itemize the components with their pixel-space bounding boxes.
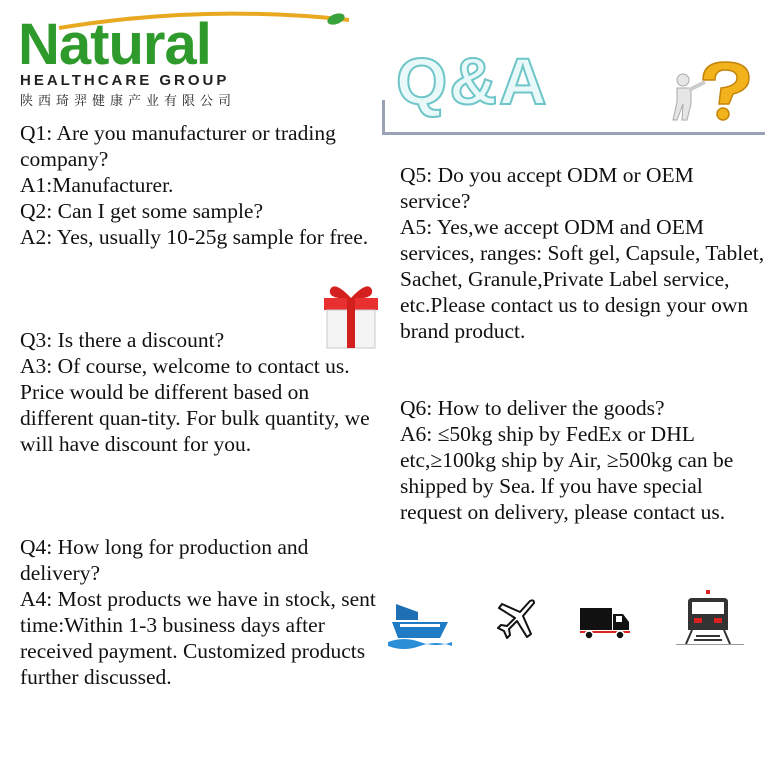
faq-block-q3 (20, 327, 380, 457)
train-icon (682, 590, 734, 644)
rail-line (676, 644, 744, 645)
brand-tagline: HEALTHCARE GROUP (20, 72, 230, 89)
question-3: Q3: Is there a discount? (20, 328, 225, 352)
brand-chinese-name: 陕西琦羿健康产业有限公司 (20, 94, 237, 109)
answer-3: A3: Of course, welcome to contact us. Price would be different based on different quan-tity. For bulk quantity, we will have discount for you. (20, 354, 370, 456)
answer-2: A2: Yes, usually 10-25g sample for free. (20, 225, 369, 249)
answer-6: A6: ≤50kg ship by FedEx or DHL etc,≥100kg ship by Air, ≥500kg can be shipped by Sea. lf you have special request on delivery, please contact us. (400, 422, 734, 524)
truck-icon (580, 604, 630, 640)
brand-name: Natural (18, 12, 211, 77)
ship-icon (388, 598, 452, 650)
question-1: Q1: Are you manufacturer or trading company? (20, 121, 336, 171)
question-6: Q6: How to deliver the goods? (400, 396, 665, 420)
answer-4: A4: Most products we have in stock, sent time:Within 1-3 business days after received payment. Customized products further discussed. (20, 587, 376, 689)
brand-logo (14, 10, 359, 109)
question-2: Q2: Can I get some sample? (20, 199, 264, 223)
faq-block-q4 (20, 534, 380, 690)
question-4: Q4: How long for production and delivery? (20, 535, 309, 585)
faq-block-q5 (400, 162, 765, 344)
answer-1: A1:Manufacturer. (20, 173, 174, 197)
question-mark-icon (665, 58, 753, 122)
question-5: Q5: Do you accept ODM or OEM service? (400, 163, 694, 213)
answer-5: A5: Yes,we accept ODM and OEM services, ranges: Soft gel, Capsule, Tablet, Sachet, Granule,Private Label service, etc.Please contact us to design your own brand product. (400, 215, 765, 343)
divider (382, 100, 385, 135)
faq-block-q1-q2 (20, 120, 380, 250)
faq-block-q6 (400, 395, 765, 525)
airplane-icon (497, 598, 537, 642)
divider (383, 132, 765, 135)
page-title: Q&A (396, 44, 549, 118)
